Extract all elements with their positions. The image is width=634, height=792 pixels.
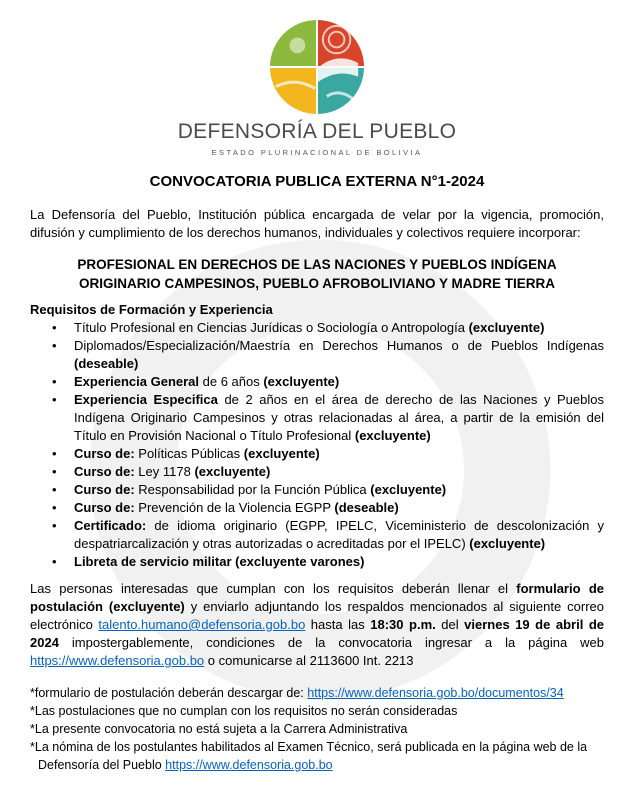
bullet-icon: • — [52, 554, 57, 569]
bullet-icon: • — [52, 500, 57, 515]
document-title: CONVOCATORIA PUBLICA EXTERNA N°1-2024 — [149, 173, 485, 190]
requirement-label: Curso de: — [74, 446, 135, 461]
app-date-bold: viernes 19 de abril de 2024 — [30, 617, 605, 650]
requirement-text: Prevención de la Violencia EGPP — [134, 500, 335, 515]
bullet-icon: • — [52, 518, 57, 533]
application-paragraph — [30, 580, 604, 670]
requirement-tag: (deseable) — [74, 356, 139, 371]
requirement-item — [30, 445, 604, 463]
app-text-5: impostergablemente, condiciones de la convocatoria ingresar a la página web — [58, 635, 604, 650]
requirements-heading: Requisitos de Formación y Experiencia — [30, 302, 273, 317]
requirement-label: Libreta de servicio militar (excluyente varones) — [74, 554, 365, 569]
org-subtitle: ESTADO PLURINACIONAL DE BOLIVIA — [211, 148, 423, 157]
bullet-icon: • — [52, 320, 57, 335]
requirement-item — [30, 481, 604, 499]
note-text: *Las postulaciones que no cumplan con los requisitos no serán consideradas — [30, 704, 458, 718]
requirement-label: Curso de: — [74, 500, 135, 515]
requirement-tag: (excluyente) — [194, 464, 271, 479]
note-text: *La nómina de los postulantes habilitados al Examen Técnico, será publicada en la página web de la — [30, 740, 588, 754]
requirement-label: Curso de: — [74, 482, 135, 497]
bullet-icon: • — [52, 374, 57, 389]
requirement-label: Experiencia General — [74, 374, 200, 389]
requirement-item — [30, 517, 604, 553]
requirement-label: Certificado: — [74, 518, 147, 533]
position-title-line1: PROFESIONAL EN DERECHOS DE LAS NACIONES Y PUEBLOS INDÍGENA — [77, 257, 557, 272]
requirement-tag: (deseable) — [334, 500, 399, 515]
requirement-item — [30, 319, 604, 337]
requirement-text: Políticas Públicas — [134, 446, 244, 461]
bullet-icon: • — [52, 482, 57, 497]
requirement-text: de idioma originario (EGPP, IPELC, Viceministerio de descolonización y despatriarcalización y otras autorizadas o acreditadas por el IPELC) — [74, 518, 604, 551]
note-item — [30, 684, 610, 702]
requirement-tag: (excluyente) — [468, 320, 545, 335]
requirement-tag: (excluyente) — [469, 536, 546, 551]
note-text: Defensoría del Pueblo — [38, 758, 166, 772]
intro-paragraph: La Defensoría del Pueblo, Institución pública encargada de velar por la vigencia, promoción, difusión y cumplimiento de los derechos humanos, individuales y colectivos requiere incorporar: — [30, 207, 604, 240]
requirement-tag: (excluyente) — [354, 428, 431, 443]
position-title-line2: ORIGINARIO CAMPESINOS, PUEBLO AFROBOLIVIANO Y MADRE TIERRA — [78, 276, 556, 291]
requirement-label: Curso de: — [74, 464, 135, 479]
app-text-2: y enviarlo adjuntando los respaldos mencionados al siguiente correo electrónico — [30, 599, 604, 632]
note-item — [30, 738, 610, 756]
app-form-bold: formulario de postulación (excluyente) — [30, 581, 604, 614]
bullet-icon: • — [52, 464, 57, 479]
app-text-1: Las personas interesadas que cumplan con los requisitos deberán llenar el — [30, 581, 517, 596]
requirement-item — [30, 499, 604, 517]
email-link[interactable]: talento.humano@defensoria.gob.bo — [98, 617, 306, 632]
requirement-tag: (excluyente) — [263, 374, 340, 389]
bullet-icon: • — [52, 392, 57, 407]
requirement-text: de 2 años en el área de derecho de las Naciones y Pueblos Indígena Originario Campesinos y otras relacionadas al área, a partir de la emisión del Título en Provisión Nacional o Título Profesional — [74, 392, 604, 443]
bullet-icon: • — [52, 338, 57, 353]
notes-list — [30, 684, 610, 774]
requirement-text: Responsabilidad por la Función Pública — [134, 482, 371, 497]
defensoria-logo — [268, 18, 366, 116]
requirements-list — [30, 319, 604, 571]
requirement-text: de 6 años — [199, 374, 264, 389]
app-text-3: hasta las — [305, 617, 371, 632]
requirement-item — [30, 553, 604, 571]
requirement-tag: (excluyente) — [370, 482, 447, 497]
bullet-icon: • — [52, 446, 57, 461]
note-item — [30, 702, 610, 720]
note-item — [30, 720, 610, 738]
requirement-item — [30, 337, 604, 373]
requirement-item — [30, 391, 604, 445]
note-item — [30, 756, 610, 774]
app-text-6: o comunicarse al 2113600 Int. 2213 — [204, 653, 414, 668]
note-text: *formulario de postulación deberán descargar de: — [30, 686, 308, 700]
org-name: DEFENSORÍA DEL PUEBLO — [177, 120, 457, 143]
requirement-text: Ley 1178 — [134, 464, 195, 479]
requirement-text: Diplomados/Especialización/Maestría en Derechos Humanos o de Pueblos Indígenas — [74, 338, 604, 353]
website-link-footer[interactable]: https://www.defensoria.gob.bo — [165, 758, 333, 772]
requirement-text: Título Profesional en Ciencias Jurídicas o Sociología o Antropología — [74, 320, 469, 335]
note-text: *La presente convocatoria no está sujeta a la Carrera Administrativa — [30, 722, 408, 736]
requirement-item — [30, 373, 604, 391]
requirement-label: Experiencia Especifica — [74, 392, 218, 407]
app-text-4: del — [435, 617, 465, 632]
documents-link[interactable]: https://www.defensoria.gob.bo/documentos/34 — [307, 686, 564, 700]
requirement-item — [30, 463, 604, 481]
requirement-tag: (excluyente) — [243, 446, 320, 461]
app-time-bold: 18:30 p.m. — [370, 617, 436, 632]
website-link[interactable]: https://www.defensoria.gob.bo — [30, 653, 205, 668]
